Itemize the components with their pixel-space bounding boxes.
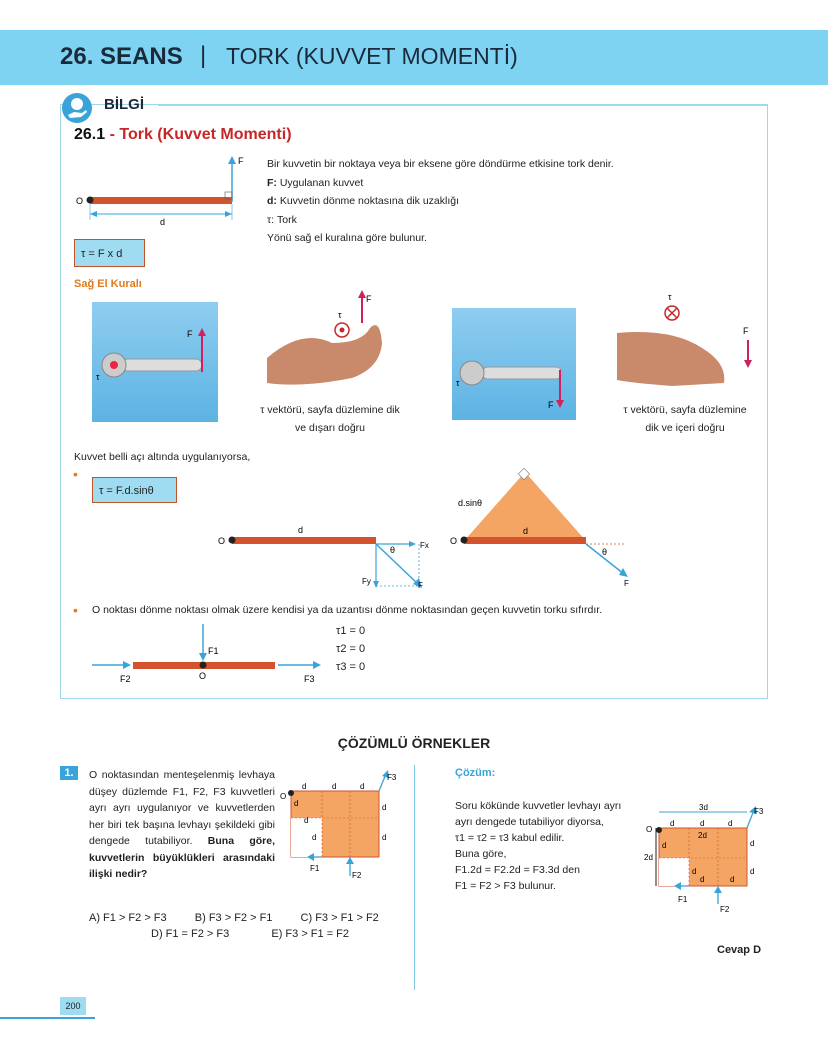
svg-text:d.sinθ: d.sinθ: [458, 498, 483, 508]
torque-diagram: [72, 152, 252, 232]
hand-photo-in: [612, 288, 762, 398]
svg-text:d: d: [294, 799, 299, 808]
page-number: 200: [60, 997, 86, 1015]
wrench-photo-out: [92, 302, 218, 422]
svg-text:d: d: [382, 833, 387, 842]
svg-text:F: F: [366, 294, 372, 304]
svg-text:d: d: [523, 526, 529, 536]
svg-text:d: d: [750, 867, 755, 876]
plate-diagram: [278, 766, 398, 886]
header-separator: |: [200, 42, 207, 69]
svg-text:O: O: [199, 671, 207, 681]
svg-text:θ: θ: [390, 545, 396, 555]
svg-text:d: d: [302, 782, 307, 791]
zero-torques: τ1 = 0 τ2 = 0 τ3 = 0: [336, 625, 366, 673]
formula-torque: τ = F x d: [74, 239, 145, 267]
answer-choices: [89, 910, 379, 942]
svg-text:F3: F3: [754, 807, 764, 816]
svg-text:F1: F1: [310, 864, 320, 873]
svg-text:F3: F3: [304, 674, 315, 684]
zero-torque-diagram: [88, 620, 328, 686]
svg-text:d: d: [332, 782, 337, 791]
hand-photo-out: [262, 288, 412, 398]
o-label: O: [76, 196, 84, 206]
choice-e[interactable]: E) F3 > F1 = F2: [271, 928, 350, 940]
angle-diagram: [214, 520, 444, 595]
svg-text:Fy: Fy: [362, 577, 371, 586]
choice-d[interactable]: D) F1 = F2 > F3: [151, 928, 230, 940]
svg-text:d: d: [360, 782, 365, 791]
d-label: d: [160, 217, 166, 227]
choice-c[interactable]: C) F3 > F1 > F2: [300, 912, 379, 924]
svg-text:d: d: [662, 841, 667, 850]
svg-text:F: F: [624, 579, 629, 588]
svg-text:F: F: [418, 581, 423, 590]
footer-line: [0, 1017, 95, 1019]
svg-text:F3: F3: [387, 773, 397, 782]
angle-text: Kuvvet belli açı altında uygulanıyorsa,: [74, 451, 251, 463]
svg-text:d: d: [670, 819, 675, 828]
formula-torque-sin: τ = F.d.sinθ: [92, 477, 177, 503]
svg-text:F2: F2: [720, 905, 730, 914]
svg-text:d: d: [382, 803, 387, 812]
svg-text:2d: 2d: [644, 853, 653, 862]
solution-label: Çözüm:: [455, 767, 496, 779]
svg-text:3d: 3d: [699, 803, 708, 812]
definitions: Bir kuvvetin bir noktaya veya bir eksene göre döndürme etkisine tork denir. F: Uygulanan kuvvet d: Kuvvetin dönme noktasına dik uzaklığı τ: Tork Yönü sağ el kuralına göre bulunur.: [267, 158, 614, 244]
svg-text:2d: 2d: [698, 831, 707, 840]
session-number: 26. SEANS: [60, 43, 183, 70]
svg-text:O: O: [646, 825, 653, 834]
question-number: 1.: [60, 766, 78, 780]
caption-out: τ vektörü, sayfa düzlemine dik ve dışarı doğru: [260, 404, 400, 434]
question-text: O noktasından menteşelenmiş levhaya düşey düzlemde F1, F2, F3 kuvvetleri ayrı ayrı uygulanıyor ve kuvvetlerden her biri tek başına levhayı şekildeki gibi dengede tutabiliyor. Buna göre, kuvvetlerin büyüklükleri arasındaki ilişki nedir?: [89, 769, 276, 880]
svg-text:Fx: Fx: [420, 541, 429, 550]
answer: Cevap D: [717, 944, 762, 956]
svg-text:τ: τ: [668, 292, 672, 302]
svg-text:d: d: [728, 819, 733, 828]
f-label: F: [238, 156, 244, 166]
right-hand-rule-title: Sağ El Kuralı: [74, 278, 142, 290]
svg-text:F1: F1: [208, 646, 219, 656]
divider: [158, 104, 768, 106]
svg-text:d: d: [700, 819, 705, 828]
caption-in: τ vektörü, sayfa düzlemine dik ve içeri doğru: [623, 404, 747, 434]
svg-text:F2: F2: [352, 871, 362, 880]
svg-text:F: F: [743, 326, 749, 336]
svg-text:F: F: [187, 329, 193, 339]
info-hand-icon: [62, 93, 92, 123]
svg-text:d: d: [298, 525, 304, 535]
solution-plate-diagram: [642, 798, 770, 918]
info-label: BİLGİ: [104, 96, 144, 113]
svg-text:d: d: [304, 816, 309, 825]
bullet: •: [73, 466, 78, 482]
page-header: [0, 30, 828, 85]
svg-text:d: d: [692, 867, 697, 876]
svg-text:d: d: [750, 839, 755, 848]
svg-text:τ: τ: [338, 310, 342, 320]
column-divider: [414, 765, 415, 990]
svg-text:τ: τ: [96, 372, 100, 382]
svg-text:θ: θ: [602, 547, 608, 557]
svg-text:O: O: [450, 536, 458, 546]
svg-text:τ: τ: [456, 378, 460, 388]
svg-text:F1: F1: [678, 895, 688, 904]
page-title: TORK (KUVVET MOMENTİ): [226, 43, 518, 69]
bullet: •: [73, 602, 78, 618]
choice-a[interactable]: A) F1 > F2 > F3: [89, 912, 167, 924]
choice-b[interactable]: B) F3 > F2 > F1: [194, 912, 273, 924]
examples-title: ÇÖZÜMLÜ ÖRNEKLER: [337, 735, 491, 751]
wrench-photo-in: [452, 308, 576, 420]
svg-text:O: O: [218, 536, 226, 546]
svg-text:O: O: [280, 792, 287, 801]
svg-text:d: d: [700, 875, 705, 884]
svg-text:F: F: [548, 400, 554, 410]
solution-text: Soru kökünde kuvvetler levhayı ayrı ayrı dengede tutabiliyor diyorsa, τ1 = τ2 = τ3 kabul edilir. Buna göre, F1.2d = F2.2d = F3.3d den F1 = F2 > F3 bulunur.: [455, 800, 622, 892]
zero-torque-text: O noktası dönme noktası olmak üzere kendisi ya da uzantısı dönme noktasından geçen kuvvetin torku sıfırdır.: [92, 604, 603, 616]
triangle-diagram: [446, 464, 636, 589]
svg-text:d: d: [730, 875, 735, 884]
section-title: 26.1 - Tork (Kuvvet Momenti): [74, 126, 292, 143]
svg-text:F2: F2: [120, 674, 131, 684]
svg-text:d: d: [312, 833, 317, 842]
